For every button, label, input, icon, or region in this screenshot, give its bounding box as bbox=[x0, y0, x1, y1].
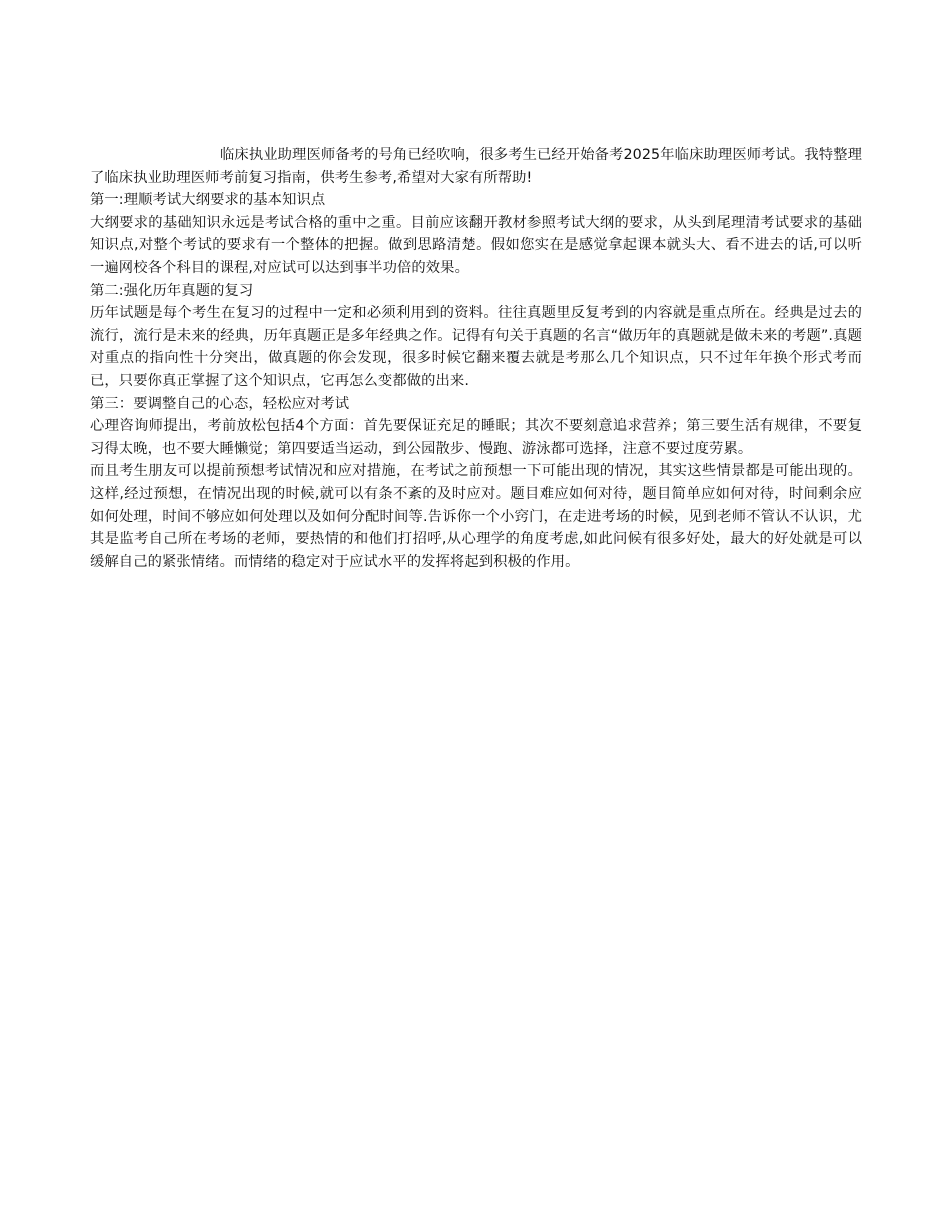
document-body bbox=[90, 144, 862, 573]
section-2-heading: 第二:强化历年真题的复习 bbox=[90, 282, 254, 299]
section-3-paragraph: 心理咨询师提出，考前放松包括4个方面：首先要保证充足的睡眠；其次不要刻意追求营养；第三要生活有规律，不要复习得太晚，也不要大睡懒觉；第四要适当运动，到公园散步、慢跑、游泳都可选择，注意不要过度劳累。 bbox=[90, 418, 862, 457]
section-3-paragraph-2: 而且考生朋友可以提前预想考试情况和应对措施，在考试之前预想一下可能出现的情况，其实这些情景都是可能出现的。这样,经过预想，在情况出现的时候,就可以有条不紊的及时应对。题目难应如何对待，题目简单应如何对待，时间剩余应如何处理，时间不够应如何处理以及如何分配时间等.告诉你一个小窍门，在走进考场的时候，见到老师不管认不认识，尤其是监考自己所在考场的老师，要热情的和他们打招呼,从心理学的角度考虑,如此问候有很多好处，最大的好处就是可以缓解自己的紧张情绪。而情绪的稳定对于应试水平的发挥将起到积极的作用。 bbox=[90, 463, 862, 570]
section-3-heading: 第三：要调整自己的心态，轻松应对考试 bbox=[90, 395, 350, 412]
section-2-paragraph: 历年试题是每个考生在复习的过程中一定和必须利用到的资料。往往真题里反复考到的内容就是重点所在。经典是过去的流行，流行是未来的经典，历年真题正是多年经典之作。记得有句关于真题的名言“做历年的真题就是做未来的考题”.真题对重点的指向性十分突出，做真题的你会发现，很多时候它翻来覆去就是考那么几个知识点，只不过年年换个形式考而已，只要你真正掌握了这个知识点，它再怎么变都做的出来. bbox=[90, 305, 862, 389]
section-1-paragraph: 大纲要求的基础知识永远是考试合格的重中之重。目前应该翻开教材参照考试大纲的要求，从头到尾理清考试要求的基础知识点,对整个考试的要求有一个整体的把握。做到思路清楚。假如您实在是感觉拿起课本就头大、看不进去的话,可以听一遍网校各个科目的课程,对应试可以达到事半功倍的效果。 bbox=[90, 214, 862, 276]
section-1-heading: 第一:理顺考试大纲要求的基本知识点 bbox=[90, 192, 326, 209]
intro-paragraph: 临床执业助理医师备考的号角已经吹响，很多考生已经开始备考2025年临床助理医师考试。我特整理了临床执业助理医师考前复习指南，供考生参考,希望对大家有所帮助! bbox=[90, 147, 862, 186]
